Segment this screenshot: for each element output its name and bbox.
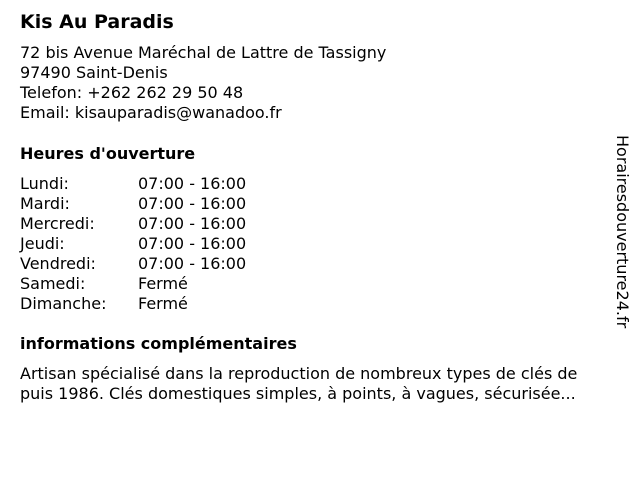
additional-info-heading: informations complémentaires bbox=[20, 334, 297, 353]
hours-row-saturday bbox=[20, 274, 246, 294]
hours-time: 07:00 - 16:00 bbox=[138, 174, 247, 193]
hours-day: Vendredi: bbox=[20, 254, 96, 273]
hours-row-thursday bbox=[20, 234, 246, 254]
hours-row-monday bbox=[20, 174, 246, 194]
phone-number: Telefon: +262 262 29 50 48 bbox=[20, 83, 244, 102]
hours-row-sunday bbox=[20, 294, 246, 314]
additional-info-text bbox=[20, 364, 628, 404]
hours-time: 07:00 - 16:00 bbox=[138, 194, 247, 213]
hours-row-friday bbox=[20, 254, 246, 274]
address-street: 72 bis Avenue Maréchal de Lattre de Tassigny bbox=[20, 43, 387, 62]
hours-day: Mercredi: bbox=[20, 214, 95, 233]
hours-row-tuesday bbox=[20, 194, 246, 214]
hours-day: Samedi: bbox=[20, 274, 86, 293]
opening-hours-heading: Heures d'ouverture bbox=[20, 144, 196, 163]
hours-day: Dimanche: bbox=[20, 294, 107, 313]
hours-time: 07:00 - 16:00 bbox=[138, 254, 247, 273]
description-line: Artisan spécialisé dans la reproduction de nombreux types de clés de bbox=[20, 364, 578, 383]
contact-block bbox=[20, 43, 386, 123]
hours-day: Lundi: bbox=[20, 174, 69, 193]
hours-day: Jeudi: bbox=[20, 234, 65, 253]
address-city: 97490 Saint-Denis bbox=[20, 63, 168, 82]
site-watermark bbox=[612, 135, 632, 345]
hours-time: 07:00 - 16:00 bbox=[138, 234, 247, 253]
watermark-text: Horairesdouverture24.fr bbox=[613, 135, 632, 329]
hours-row-wednesday bbox=[20, 214, 246, 234]
hours-time: Fermé bbox=[138, 294, 188, 313]
hours-day: Mardi: bbox=[20, 194, 70, 213]
hours-time: Fermé bbox=[138, 274, 188, 293]
hours-time: 07:00 - 16:00 bbox=[138, 214, 247, 233]
email-address: Email: kisauparadis@wanadoo.fr bbox=[20, 103, 282, 122]
opening-hours-table bbox=[20, 174, 246, 314]
description-line: puis 1986. Clés domestiques simples, à points, à vagues, sécurisée... bbox=[20, 384, 576, 403]
business-name: Kis Au Paradis bbox=[20, 11, 174, 33]
